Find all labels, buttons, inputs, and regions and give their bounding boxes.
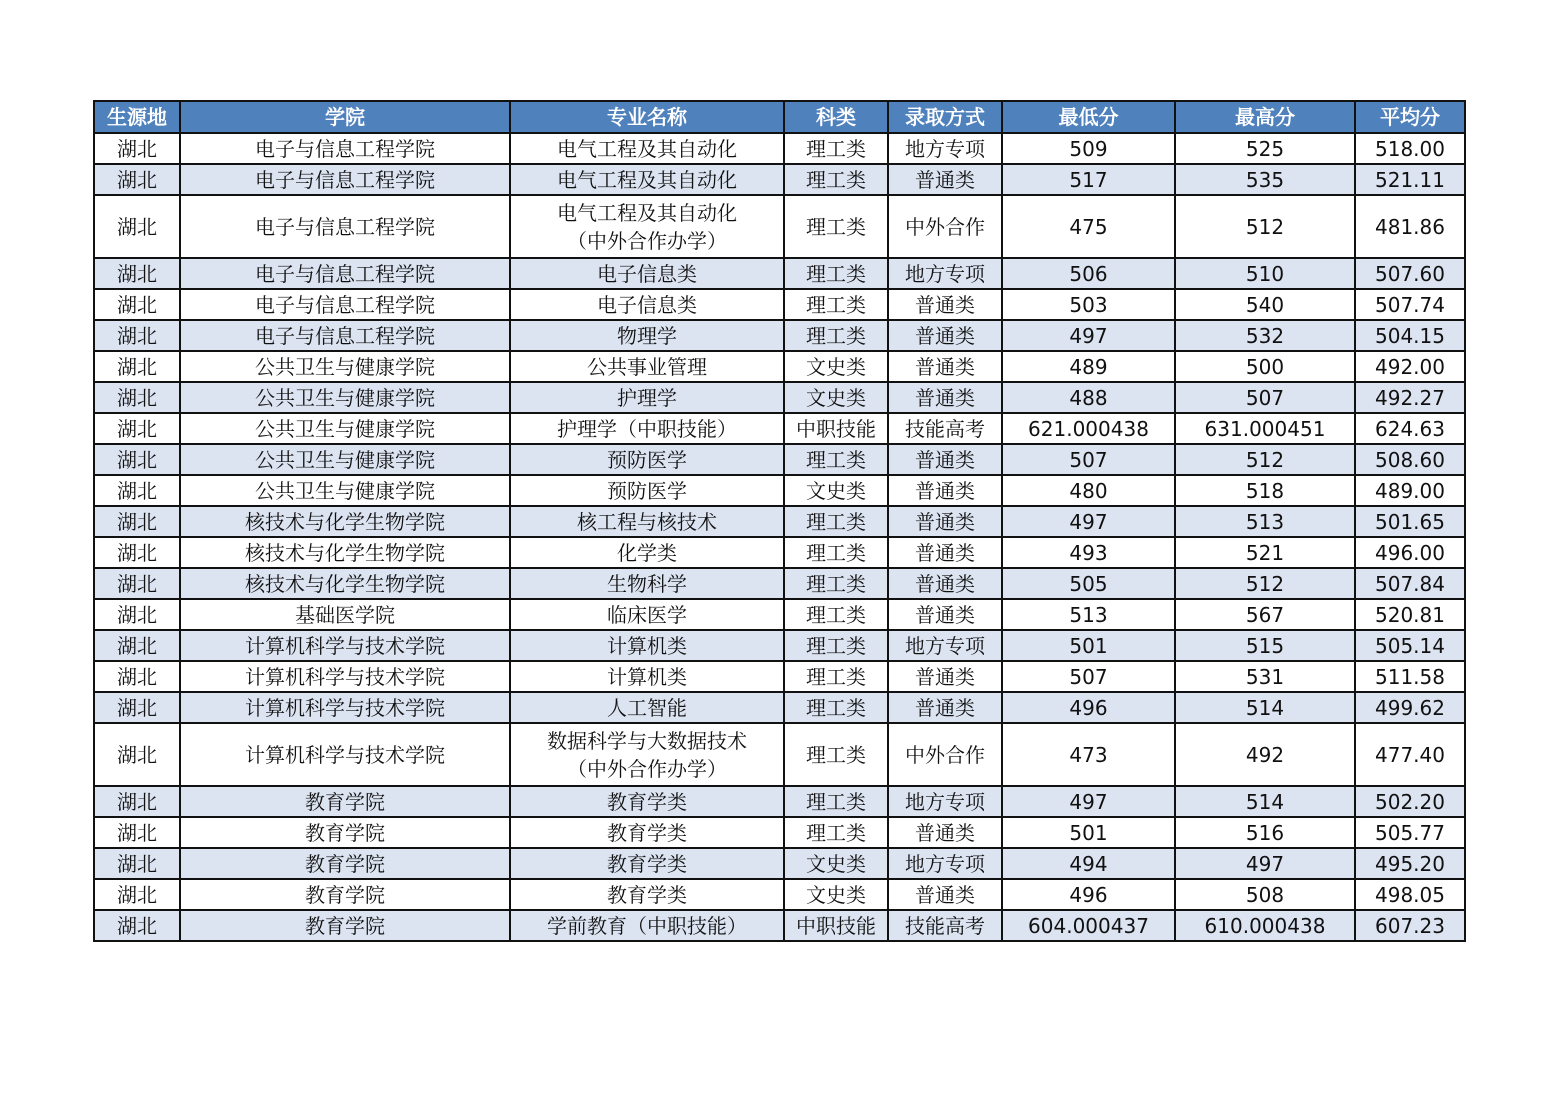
min-score-cell: 488 xyxy=(1002,382,1175,413)
header-major: 专业名称 xyxy=(510,101,784,133)
origin-cell: 湖北 xyxy=(94,320,180,351)
max-score-cell: 516 xyxy=(1175,817,1355,848)
table-row xyxy=(94,692,1465,723)
category-cell: 理工类 xyxy=(784,599,888,630)
max-score-cell: 508 xyxy=(1175,879,1355,910)
college-cell: 计算机科学与技术学院 xyxy=(180,692,510,723)
category-cell: 文史类 xyxy=(784,475,888,506)
major-cell xyxy=(510,692,784,723)
category-cell: 理工类 xyxy=(784,289,888,320)
category-cell: 理工类 xyxy=(784,506,888,537)
college-cell: 计算机科学与技术学院 xyxy=(180,723,510,786)
college-cell: 计算机科学与技术学院 xyxy=(180,661,510,692)
origin-cell: 湖北 xyxy=(94,723,180,786)
origin-cell: 湖北 xyxy=(94,817,180,848)
category-cell: 理工类 xyxy=(784,723,888,786)
category-cell: 理工类 xyxy=(784,133,888,164)
major-line: 教育学类 xyxy=(607,851,687,876)
max-score-cell: 512 xyxy=(1175,444,1355,475)
min-score-cell: 480 xyxy=(1002,475,1175,506)
origin-cell: 湖北 xyxy=(94,133,180,164)
college-cell: 电子与信息工程学院 xyxy=(180,195,510,258)
major-line: 电气工程及其自动化 xyxy=(557,167,737,192)
avg-score-cell: 496.00 xyxy=(1355,537,1465,568)
major-line: 核工程与核技术 xyxy=(577,509,717,534)
major-line: （中外合作办学） xyxy=(567,756,727,781)
max-score-cell: 507 xyxy=(1175,382,1355,413)
table-row xyxy=(94,910,1465,941)
category-cell: 理工类 xyxy=(784,537,888,568)
max-score-cell: 510 xyxy=(1175,258,1355,289)
min-score-cell: 505 xyxy=(1002,568,1175,599)
method-cell: 普通类 xyxy=(888,599,1002,630)
origin-cell: 湖北 xyxy=(94,692,180,723)
category-cell: 文史类 xyxy=(784,879,888,910)
major-line: 电子信息类 xyxy=(597,292,697,317)
major-cell xyxy=(510,320,784,351)
max-score-cell: 535 xyxy=(1175,164,1355,195)
avg-score-cell: 520.81 xyxy=(1355,599,1465,630)
avg-score-cell: 507.84 xyxy=(1355,568,1465,599)
table-row xyxy=(94,506,1465,537)
method-cell: 普通类 xyxy=(888,568,1002,599)
method-cell: 地方专项 xyxy=(888,258,1002,289)
major-cell xyxy=(510,351,784,382)
origin-cell: 湖北 xyxy=(94,413,180,444)
min-score-cell: 501 xyxy=(1002,630,1175,661)
table-row xyxy=(94,879,1465,910)
college-cell: 公共卫生与健康学院 xyxy=(180,475,510,506)
avg-score-cell: 498.05 xyxy=(1355,879,1465,910)
major-cell xyxy=(510,599,784,630)
origin-cell: 湖北 xyxy=(94,506,180,537)
max-score-cell: 631.000451 xyxy=(1175,413,1355,444)
origin-cell: 湖北 xyxy=(94,879,180,910)
avg-score-cell: 521.11 xyxy=(1355,164,1465,195)
origin-cell: 湖北 xyxy=(94,444,180,475)
table-row xyxy=(94,786,1465,817)
table-row xyxy=(94,195,1465,258)
avg-score-cell: 492.00 xyxy=(1355,351,1465,382)
major-cell xyxy=(510,258,784,289)
origin-cell: 湖北 xyxy=(94,630,180,661)
major-cell xyxy=(510,164,784,195)
max-score-cell: 532 xyxy=(1175,320,1355,351)
major-line: 电气工程及其自动化 xyxy=(557,200,737,225)
min-score-cell: 503 xyxy=(1002,289,1175,320)
min-score-cell: 506 xyxy=(1002,258,1175,289)
category-cell: 理工类 xyxy=(784,568,888,599)
major-cell xyxy=(510,537,784,568)
table-row xyxy=(94,320,1465,351)
method-cell: 普通类 xyxy=(888,289,1002,320)
major-line: 护理学（中职技能） xyxy=(557,416,737,441)
college-cell: 电子与信息工程学院 xyxy=(180,164,510,195)
college-cell: 教育学院 xyxy=(180,910,510,941)
major-cell xyxy=(510,444,784,475)
major-cell xyxy=(510,475,784,506)
major-cell xyxy=(510,723,784,786)
admission-score-sheet xyxy=(93,100,1464,942)
min-score-cell: 497 xyxy=(1002,506,1175,537)
origin-cell: 湖北 xyxy=(94,537,180,568)
category-cell: 理工类 xyxy=(784,195,888,258)
max-score-cell: 513 xyxy=(1175,506,1355,537)
major-cell xyxy=(510,289,784,320)
method-cell: 地方专项 xyxy=(888,786,1002,817)
college-cell: 电子与信息工程学院 xyxy=(180,320,510,351)
min-score-cell: 501 xyxy=(1002,817,1175,848)
avg-score-cell: 492.27 xyxy=(1355,382,1465,413)
min-score-cell: 497 xyxy=(1002,320,1175,351)
max-score-cell: 518 xyxy=(1175,475,1355,506)
min-score-cell: 497 xyxy=(1002,786,1175,817)
major-cell xyxy=(510,661,784,692)
header-min-score: 最低分 xyxy=(1002,101,1175,133)
min-score-cell: 604.000437 xyxy=(1002,910,1175,941)
major-line: （中外合作办学） xyxy=(567,228,727,253)
max-score-cell: 497 xyxy=(1175,848,1355,879)
college-cell: 核技术与化学生物学院 xyxy=(180,568,510,599)
min-score-cell: 489 xyxy=(1002,351,1175,382)
avg-score-cell: 624.63 xyxy=(1355,413,1465,444)
major-cell xyxy=(510,848,784,879)
origin-cell: 湖北 xyxy=(94,848,180,879)
college-cell: 计算机科学与技术学院 xyxy=(180,630,510,661)
major-line: 电气工程及其自动化 xyxy=(557,136,737,161)
header-category: 科类 xyxy=(784,101,888,133)
avg-score-cell: 489.00 xyxy=(1355,475,1465,506)
method-cell: 普通类 xyxy=(888,692,1002,723)
method-cell: 普通类 xyxy=(888,382,1002,413)
min-score-cell: 475 xyxy=(1002,195,1175,258)
max-score-cell: 514 xyxy=(1175,786,1355,817)
table-body xyxy=(94,133,1465,941)
major-line: 生物科学 xyxy=(607,571,687,596)
min-score-cell: 513 xyxy=(1002,599,1175,630)
category-cell: 文史类 xyxy=(784,351,888,382)
max-score-cell: 567 xyxy=(1175,599,1355,630)
max-score-cell: 525 xyxy=(1175,133,1355,164)
table-row xyxy=(94,817,1465,848)
college-cell: 公共卫生与健康学院 xyxy=(180,382,510,413)
header-method: 录取方式 xyxy=(888,101,1002,133)
avg-score-cell: 502.20 xyxy=(1355,786,1465,817)
category-cell: 理工类 xyxy=(784,444,888,475)
category-cell: 理工类 xyxy=(784,817,888,848)
major-cell xyxy=(510,506,784,537)
major-cell xyxy=(510,382,784,413)
category-cell: 理工类 xyxy=(784,164,888,195)
min-score-cell: 496 xyxy=(1002,692,1175,723)
major-cell xyxy=(510,133,784,164)
table-row xyxy=(94,164,1465,195)
max-score-cell: 515 xyxy=(1175,630,1355,661)
college-cell: 公共卫生与健康学院 xyxy=(180,444,510,475)
avg-score-cell: 505.77 xyxy=(1355,817,1465,848)
avg-score-cell: 511.58 xyxy=(1355,661,1465,692)
table-row xyxy=(94,258,1465,289)
major-line: 学前教育（中职技能） xyxy=(547,913,747,938)
method-cell: 普通类 xyxy=(888,879,1002,910)
table-row xyxy=(94,475,1465,506)
avg-score-cell: 507.60 xyxy=(1355,258,1465,289)
major-cell xyxy=(510,630,784,661)
avg-score-cell: 505.14 xyxy=(1355,630,1465,661)
method-cell: 地方专项 xyxy=(888,133,1002,164)
admission-score-table xyxy=(93,100,1466,942)
category-cell: 理工类 xyxy=(784,692,888,723)
origin-cell: 湖北 xyxy=(94,289,180,320)
major-line: 人工智能 xyxy=(607,695,687,720)
table-row xyxy=(94,568,1465,599)
max-score-cell: 521 xyxy=(1175,537,1355,568)
category-cell: 理工类 xyxy=(784,661,888,692)
min-score-cell: 473 xyxy=(1002,723,1175,786)
college-cell: 电子与信息工程学院 xyxy=(180,258,510,289)
avg-score-cell: 507.74 xyxy=(1355,289,1465,320)
header-avg-score: 平均分 xyxy=(1355,101,1465,133)
category-cell: 理工类 xyxy=(784,258,888,289)
table-row xyxy=(94,413,1465,444)
origin-cell: 湖北 xyxy=(94,786,180,817)
major-line: 计算机类 xyxy=(607,664,687,689)
header-max-score: 最高分 xyxy=(1175,101,1355,133)
college-cell: 核技术与化学生物学院 xyxy=(180,506,510,537)
method-cell: 普通类 xyxy=(888,506,1002,537)
min-score-cell: 517 xyxy=(1002,164,1175,195)
major-line: 教育学类 xyxy=(607,882,687,907)
category-cell: 文史类 xyxy=(784,382,888,413)
max-score-cell: 514 xyxy=(1175,692,1355,723)
college-cell: 公共卫生与健康学院 xyxy=(180,413,510,444)
min-score-cell: 493 xyxy=(1002,537,1175,568)
origin-cell: 湖北 xyxy=(94,382,180,413)
major-cell xyxy=(510,910,784,941)
origin-cell: 湖北 xyxy=(94,164,180,195)
major-line: 化学类 xyxy=(617,540,677,565)
major-cell xyxy=(510,195,784,258)
max-score-cell: 531 xyxy=(1175,661,1355,692)
avg-score-cell: 477.40 xyxy=(1355,723,1465,786)
max-score-cell: 512 xyxy=(1175,195,1355,258)
method-cell: 地方专项 xyxy=(888,630,1002,661)
table-row xyxy=(94,848,1465,879)
avg-score-cell: 518.00 xyxy=(1355,133,1465,164)
table-row xyxy=(94,444,1465,475)
origin-cell: 湖北 xyxy=(94,568,180,599)
major-cell xyxy=(510,568,784,599)
avg-score-cell: 501.65 xyxy=(1355,506,1465,537)
category-cell: 中职技能 xyxy=(784,413,888,444)
min-score-cell: 621.000438 xyxy=(1002,413,1175,444)
avg-score-cell: 499.62 xyxy=(1355,692,1465,723)
origin-cell: 湖北 xyxy=(94,910,180,941)
college-cell: 基础医学院 xyxy=(180,599,510,630)
min-score-cell: 509 xyxy=(1002,133,1175,164)
major-cell xyxy=(510,817,784,848)
method-cell: 中外合作 xyxy=(888,195,1002,258)
major-cell xyxy=(510,786,784,817)
origin-cell: 湖北 xyxy=(94,258,180,289)
max-score-cell: 610.000438 xyxy=(1175,910,1355,941)
method-cell: 普通类 xyxy=(888,475,1002,506)
category-cell: 理工类 xyxy=(784,320,888,351)
avg-score-cell: 607.23 xyxy=(1355,910,1465,941)
college-cell: 电子与信息工程学院 xyxy=(180,289,510,320)
method-cell: 普通类 xyxy=(888,164,1002,195)
table-row xyxy=(94,537,1465,568)
major-line: 教育学类 xyxy=(607,789,687,814)
avg-score-cell: 508.60 xyxy=(1355,444,1465,475)
table-row xyxy=(94,289,1465,320)
max-score-cell: 500 xyxy=(1175,351,1355,382)
table-row xyxy=(94,382,1465,413)
table-row xyxy=(94,599,1465,630)
origin-cell: 湖北 xyxy=(94,195,180,258)
major-line: 预防医学 xyxy=(607,447,687,472)
major-line: 临床医学 xyxy=(607,602,687,627)
table-row xyxy=(94,630,1465,661)
header-college: 学院 xyxy=(180,101,510,133)
table-row xyxy=(94,661,1465,692)
table-row xyxy=(94,133,1465,164)
major-line: 物理学 xyxy=(617,323,677,348)
method-cell: 地方专项 xyxy=(888,848,1002,879)
major-line: 数据科学与大数据技术 xyxy=(547,728,747,753)
method-cell: 技能高考 xyxy=(888,910,1002,941)
category-cell: 中职技能 xyxy=(784,910,888,941)
college-cell: 公共卫生与健康学院 xyxy=(180,351,510,382)
min-score-cell: 507 xyxy=(1002,661,1175,692)
min-score-cell: 494 xyxy=(1002,848,1175,879)
table-row xyxy=(94,351,1465,382)
min-score-cell: 496 xyxy=(1002,879,1175,910)
major-cell xyxy=(510,413,784,444)
major-line: 电子信息类 xyxy=(597,261,697,286)
method-cell: 普通类 xyxy=(888,537,1002,568)
origin-cell: 湖北 xyxy=(94,351,180,382)
major-line: 公共事业管理 xyxy=(587,354,707,379)
header-row xyxy=(94,101,1465,133)
college-cell: 教育学院 xyxy=(180,786,510,817)
major-cell xyxy=(510,879,784,910)
category-cell: 理工类 xyxy=(784,630,888,661)
method-cell: 普通类 xyxy=(888,351,1002,382)
avg-score-cell: 495.20 xyxy=(1355,848,1465,879)
origin-cell: 湖北 xyxy=(94,661,180,692)
major-line: 护理学 xyxy=(617,385,677,410)
method-cell: 技能高考 xyxy=(888,413,1002,444)
category-cell: 理工类 xyxy=(784,786,888,817)
origin-cell: 湖北 xyxy=(94,599,180,630)
method-cell: 普通类 xyxy=(888,817,1002,848)
major-line: 预防医学 xyxy=(607,478,687,503)
category-cell: 文史类 xyxy=(784,848,888,879)
max-score-cell: 512 xyxy=(1175,568,1355,599)
method-cell: 普通类 xyxy=(888,320,1002,351)
header-origin: 生源地 xyxy=(94,101,180,133)
college-cell: 教育学院 xyxy=(180,879,510,910)
major-line: 计算机类 xyxy=(607,633,687,658)
method-cell: 中外合作 xyxy=(888,723,1002,786)
table-row xyxy=(94,723,1465,786)
min-score-cell: 507 xyxy=(1002,444,1175,475)
college-cell: 教育学院 xyxy=(180,848,510,879)
avg-score-cell: 481.86 xyxy=(1355,195,1465,258)
college-cell: 核技术与化学生物学院 xyxy=(180,537,510,568)
method-cell: 普通类 xyxy=(888,444,1002,475)
method-cell: 普通类 xyxy=(888,661,1002,692)
origin-cell: 湖北 xyxy=(94,475,180,506)
max-score-cell: 540 xyxy=(1175,289,1355,320)
college-cell: 教育学院 xyxy=(180,817,510,848)
avg-score-cell: 504.15 xyxy=(1355,320,1465,351)
major-line: 教育学类 xyxy=(607,820,687,845)
max-score-cell: 492 xyxy=(1175,723,1355,786)
college-cell: 电子与信息工程学院 xyxy=(180,133,510,164)
